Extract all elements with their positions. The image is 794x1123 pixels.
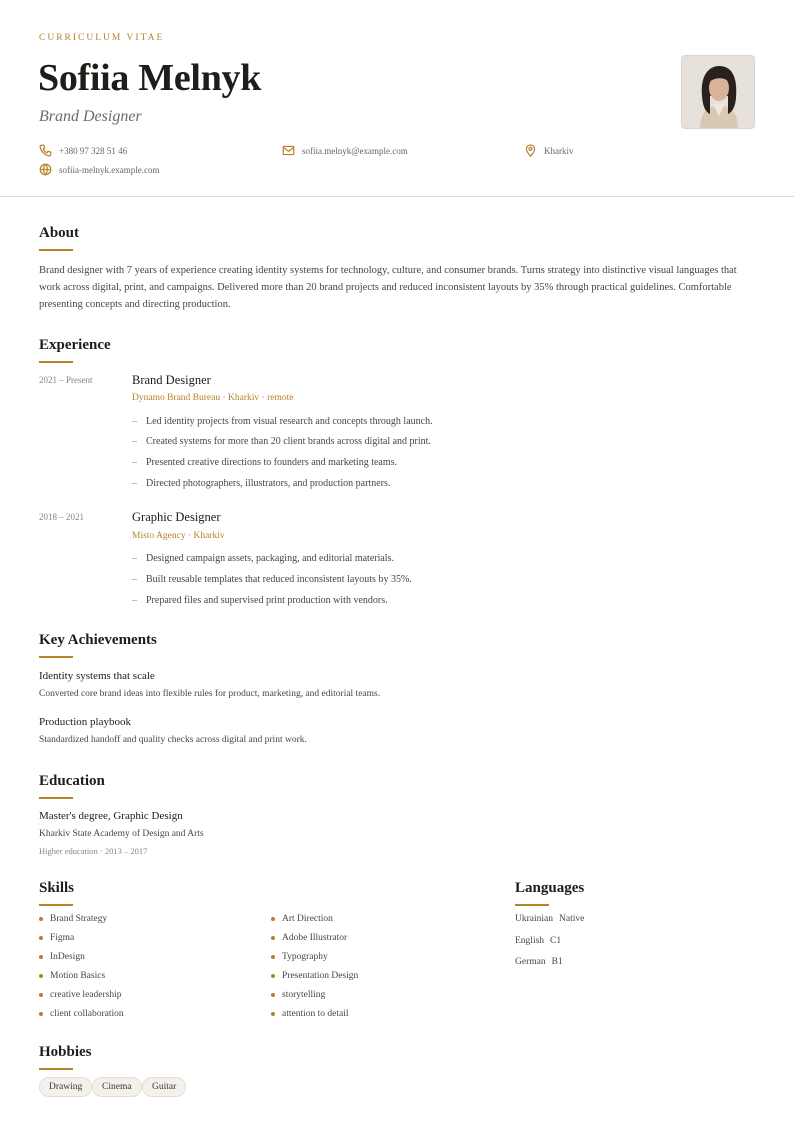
achievement-title: Production playbook xyxy=(39,716,131,728)
skill-item: creative leadership xyxy=(39,990,121,1000)
achievement-title: Identity systems that scale xyxy=(39,670,155,682)
skill-item: Art Direction xyxy=(271,914,333,924)
website-text: sofiia-melnyk.example.com xyxy=(59,164,160,175)
hobby-chip: Cinema xyxy=(92,1077,142,1097)
location-pin-icon xyxy=(524,144,537,157)
experience-heading: Experience xyxy=(39,337,111,353)
education-section xyxy=(39,773,105,799)
job-title: Brand Designer xyxy=(132,373,211,387)
section-rule xyxy=(39,249,73,251)
about-heading: About xyxy=(39,225,80,241)
achievements-heading: Key Achievements xyxy=(39,632,157,648)
language-item: English C1 xyxy=(515,936,562,946)
candidate-name: Sofiia Melnyk xyxy=(38,57,262,99)
section-rule xyxy=(39,904,73,906)
skill-item: Figma xyxy=(39,933,74,943)
section-rule xyxy=(39,797,73,799)
hobbies-section xyxy=(39,1044,92,1070)
section-rule xyxy=(39,361,73,363)
contact-email[interactable] xyxy=(282,144,408,157)
hobby-chip: Guitar xyxy=(142,1077,186,1097)
resume-header xyxy=(0,0,794,197)
skill-item: client collaboration xyxy=(39,1009,124,1019)
skill-item: Motion Basics xyxy=(39,971,105,981)
job-title: Graphic Designer xyxy=(132,510,221,524)
contact-website[interactable] xyxy=(39,163,159,176)
education-meta: Higher education · 2013 – 2017 xyxy=(39,846,148,856)
job-bullet: – Led identity projects from visual research and concepts through launch. xyxy=(132,416,433,427)
job-company: Misto Agency · Kharkiv xyxy=(132,531,225,541)
language-item: German B1 xyxy=(515,957,563,967)
contact-location xyxy=(524,144,574,157)
job-bullet: – Prepared files and supervised print production with vendors. xyxy=(132,595,388,606)
skill-item: Typography xyxy=(271,952,328,962)
job-bullet: – Presented creative directions to founders and marketing teams. xyxy=(132,457,398,468)
globe-icon xyxy=(39,163,52,176)
skills-heading: Skills xyxy=(39,880,75,896)
skill-item: Brand Strategy xyxy=(39,914,107,924)
about-text: Brand designer with 7 years of experience creating identity systems for technology, culture, and consumer brands. Turns strategy into distinctive visual languages that work across digital, print, and campaigns. Delivered more than 20 brand projects and reduced inconsistent layouts by 35% through practical guidelines. Comfortable presenting concepts and directing production. xyxy=(39,265,737,310)
job-bullet: – Directed photographers, illustrators, and production partners. xyxy=(132,478,391,489)
language-item: Ukrainian Native xyxy=(515,914,585,924)
portrait-image xyxy=(682,56,755,129)
experience-section xyxy=(39,337,111,363)
skills-section xyxy=(39,880,74,906)
hobbies-heading: Hobbies xyxy=(39,1044,92,1060)
job-bullet: – Built reusable templates that reduced inconsistent layouts by 35%. xyxy=(132,574,412,585)
education-heading: Education xyxy=(39,773,105,789)
section-rule xyxy=(39,656,73,658)
skill-item: storytelling xyxy=(271,990,325,1000)
languages-heading: Languages xyxy=(515,880,585,896)
skill-item: Presentation Design xyxy=(271,971,358,981)
achievements-section xyxy=(39,632,157,658)
skill-item: InDesign xyxy=(39,952,85,962)
job-bullet: – Created systems for more than 20 client brands across digital and print. xyxy=(132,436,431,447)
job-dates: 2021 – Present xyxy=(39,375,93,385)
phone-icon xyxy=(39,144,52,157)
achievement-desc: Converted core brand ideas into flexible rules for product, marketing, and editorial teams. xyxy=(39,689,381,699)
phone-text: +380 97 328 51 46 xyxy=(59,145,128,156)
skill-item: attention to detail xyxy=(271,1009,348,1019)
about-section xyxy=(39,225,79,251)
location-text: Kharkiv xyxy=(544,145,574,156)
job-dates: 2018 – 2021 xyxy=(39,512,84,522)
education-school: Kharkiv State Academy of Design and Arts xyxy=(39,829,204,839)
mail-icon xyxy=(282,144,295,157)
hobby-chip: Drawing xyxy=(39,1077,92,1097)
candidate-role: Brand Designer xyxy=(39,108,142,125)
job-bullet: – Designed campaign assets, packaging, and editorial materials. xyxy=(132,553,394,564)
job-company: Dynamo Brand Bureau · Kharkiv · remote xyxy=(132,393,294,403)
profile-photo xyxy=(681,55,755,129)
email-text: sofiia.melnyk@example.com xyxy=(302,145,408,156)
document-eyebrow: CURRICULUM VITAE xyxy=(39,33,165,43)
education-degree: Master's degree, Graphic Design xyxy=(39,810,183,822)
skill-item: Adobe Illustrator xyxy=(271,933,347,943)
section-rule xyxy=(39,1068,73,1070)
languages-section xyxy=(515,880,584,906)
achievement-desc: Standardized handoff and quality checks across digital and print work. xyxy=(39,735,307,745)
contact-phone[interactable] xyxy=(39,144,127,157)
section-rule xyxy=(515,904,549,906)
